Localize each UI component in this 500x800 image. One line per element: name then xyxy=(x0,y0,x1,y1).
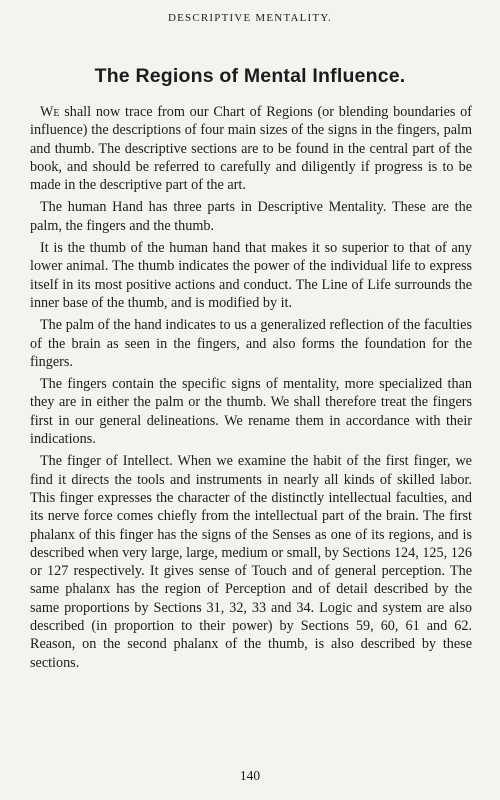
paragraph-1 xyxy=(30,103,472,194)
section-title: The Regions of Mental Influence. xyxy=(94,65,406,87)
paragraph-3: It is the thumb of the human hand that makes it so superior to that of any lower animal. The thumb indicates the power of the individual life to express itself in its most positive actions and conduct. The Line of Life surrounds the inner base of the thumb, and is modified by it. xyxy=(30,240,472,311)
paragraph-1-text: shall now trace from our Chart of Regions (or blending boundaries of influence) the descriptions of four main sizes of the signs in the fingers, palm and thumb. The descriptive sections are to be found in the central part of the book, and should be referred to carefully and diligently if progress is to be made in the descriptive part of the art. xyxy=(30,104,472,194)
paragraph-2: The human Hand has three parts in Descriptive Mentality. These are the palm, the fingers and the thumb. xyxy=(30,199,472,234)
paragraph-5: The fingers contain the specific signs of mentality, more specialized than they are in either the palm or the thumb. We shall therefore treat the fingers first in our general delineations. We rename them in accordance with their indications. xyxy=(30,376,472,448)
page-number: 140 xyxy=(239,768,261,783)
paragraph-6: The finger of Intellect. When we examine the habit of the first finger, we find it directs the tools and instruments in nearly all kinds of skilled labor. This finger expresses the character of the distinctly intellectual faculties, and its nerve force comes chiefly from the intellectual part of the brain. The first phalanx of this finger has the signs of the Senses as one of its regions, and is described when very large, large, medium or small, by Sections 124, 125, 126 or 127 respectively. It gives sense of Touch and of general perception. The same phalanx has the region of Perception and of detail described by the same proportions by Sections 31, 32, 33 and 34. Logic and system are also described (in proportion to their power) by Sections 59, 60, 61 and 62. Reason, on the second phalanx of the thumb, is also described by these sections. xyxy=(30,453,472,671)
paragraph-4: The palm of the hand indicates to us a generalized reflection of the faculties of the brain as seen in the fingers, and also forms the foundation for the fingers. xyxy=(30,317,472,370)
running-head: DESCRIPTIVE MENTALITY. xyxy=(167,12,333,24)
body-text xyxy=(30,103,472,676)
paragraph-1-opening-word: We xyxy=(40,104,60,120)
